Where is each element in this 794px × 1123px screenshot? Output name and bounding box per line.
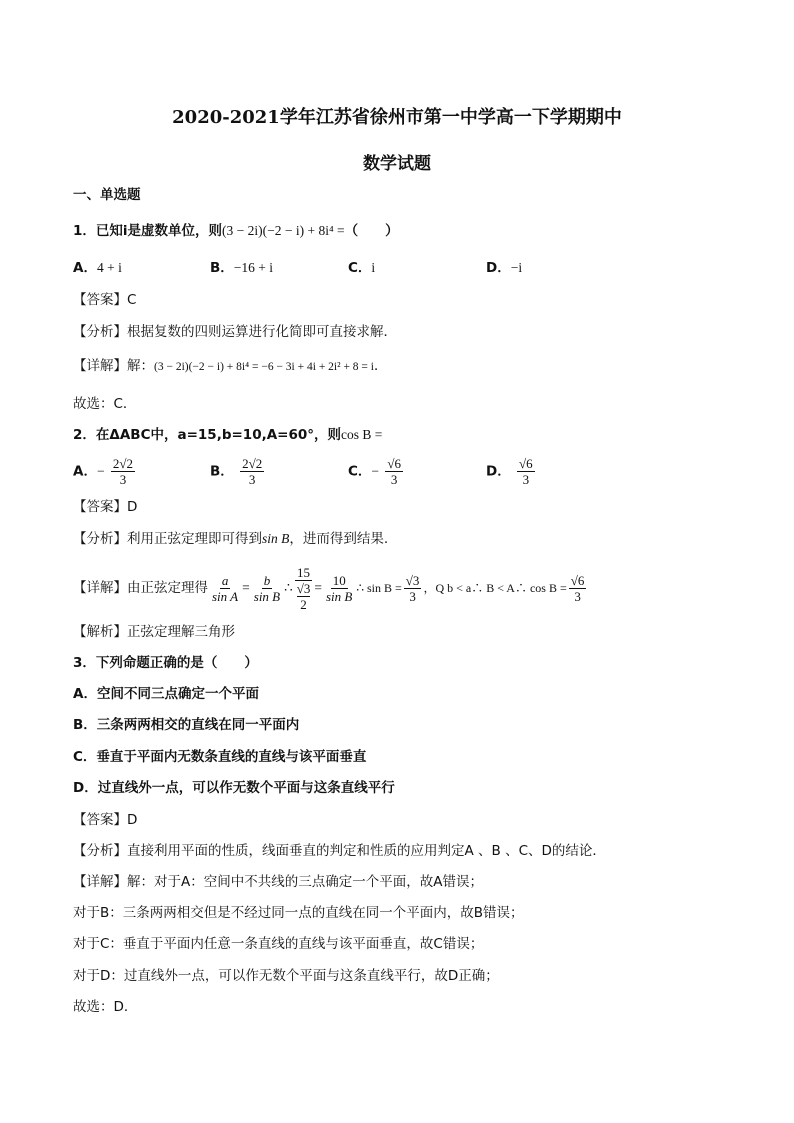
q2-answer: 【答案】D (73, 499, 138, 515)
q3-analysis: 【分析】直接利用平面的性质，线面垂直的判定和性质的应用判定A 、B 、C、D的结论． (73, 843, 606, 859)
q3-option-d: D．过直线外一点，可以作无数个平面与这条直线平行 (73, 780, 395, 796)
q2-detail: 【详解】由正弦定理得 $\frac{a}{\text{sin A}}$ = $\frac{b}{\text{sin B}}$ ∴ 15 √3 2 = $\frac{10}{\text{sin B}}$ ∴ sin B = $\frac{√3}{3}$ ，Q b < a∴ B < A∴ cos B = $\frac{√6}{3}$ (73, 564, 585, 612)
q1-detail: 【详解】解：(3 − 2i)(−2 − i) + 8i⁴ = −6 − 3i + 4i + 2i² + 8 = i． (73, 358, 388, 374)
q2-option-a: A．− $\frac{2√2}{3}$ (73, 456, 134, 487)
q1-option-b: B．−16 + i (210, 260, 274, 276)
q3-detail-line-1: 【详解】解：对于A：空间中不共线的三点确定一个平面，故A错误； (73, 874, 483, 890)
q2-explain: 【解析】正弦定理解三角形 (73, 624, 235, 640)
q1-stem-math: (3 − 2i)(−2 − i) + 8i⁴ = (222, 223, 345, 238)
document-subtitle: 数学试题 (363, 154, 431, 174)
q1-analysis: 【分析】根据复数的四则运算进行化简即可直接求解． (73, 324, 397, 340)
q1-option-a: A．4 + i (73, 260, 122, 276)
q1-stem (73, 221, 399, 241)
q1-choose: 故选：C． (73, 396, 137, 412)
document-title: 2020-2021学年江苏省徐州市第一中学高一下学期期中 (172, 107, 622, 128)
q3-answer: 【答案】D (73, 812, 138, 828)
q2-analysis: 【分析】利用正弦定理即可得到sin B，进而得到结果. (73, 531, 389, 547)
q2-option-d: D． $\frac{√6}{3}$ (486, 456, 533, 487)
section-heading: 一、单选题 (73, 187, 141, 203)
q3-detail-line-3: 对于C：垂直于平面内任意一条直线的直线与该平面垂直，故C错误； (73, 936, 484, 952)
q2-option-c: C．− $\frac{√6}{3}$ (348, 456, 401, 487)
q3-option-b: B．三条两两相交的直线在同一平面内 (73, 717, 300, 733)
q3-choose: 故选：D． (73, 999, 138, 1015)
q1-option-d: D．−i (486, 260, 523, 276)
q3-option-a: A．空间不同三点确定一个平面 (73, 686, 259, 702)
q3-detail-line-2: 对于B：三条两两相交但是不经过同一点的直线在同一个平面内，故B错误； (73, 905, 524, 921)
q1-stem-prefix: 1．已知i是虚数单位，则 (73, 223, 223, 239)
q2-stem: 2．在ΔABC中，a=15,b=10,A=60°，则cos B = (73, 427, 383, 443)
q2-option-b: B． $\frac{2√2}{3}$ (210, 456, 263, 487)
q3-option-c: C．垂直于平面内无数条直线的直线与该平面垂直 (73, 749, 367, 765)
q1-stem-suffix: （ ） (344, 223, 399, 239)
q1-option-c: C．i (348, 260, 376, 276)
q3-detail-line-4: 对于D：过直线外一点，可以作无数个平面与这条直线平行，故D正确； (73, 968, 499, 984)
q1-answer: 【答案】C (73, 292, 137, 308)
q3-stem: 3．下列命题正确的是（ ） (73, 655, 258, 671)
